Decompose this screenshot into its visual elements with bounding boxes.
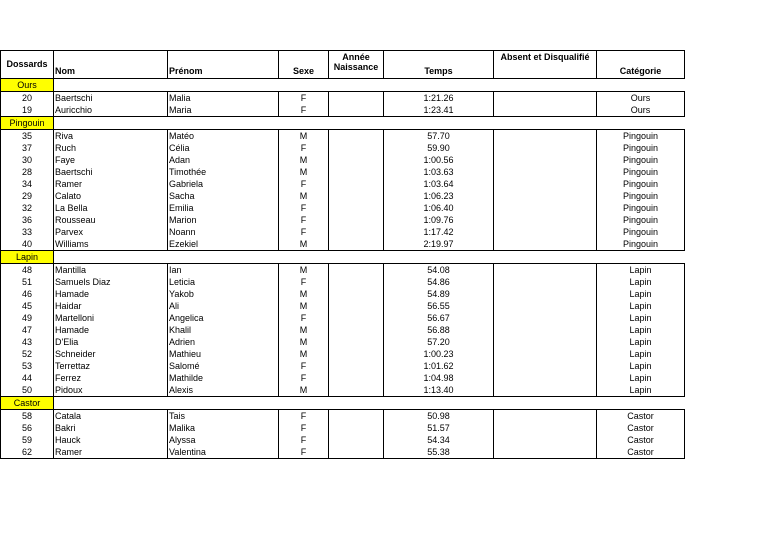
results-sheet [0, 50, 685, 459]
table-row [1, 214, 685, 226]
header-absent-disqualifie: Absent et Disqualifié [494, 51, 597, 79]
table-row [1, 372, 685, 384]
prenom-cell: Malia [168, 92, 279, 105]
empty-cell [384, 117, 494, 130]
table-row [1, 300, 685, 312]
annee-cell [329, 190, 384, 202]
temps-cell: 1:03.64 [384, 178, 494, 190]
categorie-cell: Lapin [597, 372, 685, 384]
absent-cell [494, 226, 597, 238]
annee-cell [329, 360, 384, 372]
nom-cell: Hauck [54, 434, 168, 446]
dossard-cell: 49 [1, 312, 54, 324]
sexe-cell: M [279, 264, 329, 277]
dossard-cell: 51 [1, 276, 54, 288]
sexe-cell: M [279, 384, 329, 397]
category-row [1, 117, 685, 130]
sexe-cell: M [279, 300, 329, 312]
empty-cell [494, 397, 597, 410]
empty-cell [597, 397, 685, 410]
annee-cell [329, 276, 384, 288]
dossard-cell: 52 [1, 348, 54, 360]
annee-cell [329, 348, 384, 360]
nom-cell: Faye [54, 154, 168, 166]
categorie-cell: Pingouin [597, 226, 685, 238]
table-row [1, 288, 685, 300]
categorie-cell: Lapin [597, 264, 685, 277]
categorie-cell: Pingouin [597, 202, 685, 214]
absent-cell [494, 202, 597, 214]
absent-cell [494, 178, 597, 190]
absent-cell [494, 238, 597, 251]
prenom-cell: Angelica [168, 312, 279, 324]
nom-cell: Bakri [54, 422, 168, 434]
categorie-cell: Lapin [597, 324, 685, 336]
prenom-cell: Mathilde [168, 372, 279, 384]
header-nom: Nom [54, 51, 168, 79]
temps-cell: 1:23.41 [384, 104, 494, 117]
annee-cell [329, 446, 384, 459]
sexe-cell: M [279, 336, 329, 348]
table-row [1, 264, 685, 277]
temps-cell: 1:00.23 [384, 348, 494, 360]
dossard-cell: 28 [1, 166, 54, 178]
category-row [1, 397, 685, 410]
temps-cell: 1:06.40 [384, 202, 494, 214]
nom-cell: Ferrez [54, 372, 168, 384]
sexe-cell: F [279, 142, 329, 154]
dossard-cell: 44 [1, 372, 54, 384]
annee-cell [329, 372, 384, 384]
temps-cell: 1:00.56 [384, 154, 494, 166]
absent-cell [494, 410, 597, 423]
categorie-cell: Lapin [597, 360, 685, 372]
absent-cell [494, 190, 597, 202]
table-row [1, 142, 685, 154]
absent-cell [494, 288, 597, 300]
annee-cell [329, 178, 384, 190]
sexe-cell: F [279, 276, 329, 288]
temps-cell: 51.57 [384, 422, 494, 434]
categorie-cell: Pingouin [597, 154, 685, 166]
category-label: Ours [1, 79, 54, 92]
annee-cell [329, 92, 384, 105]
header-prenom: Prénom [168, 51, 279, 79]
empty-cell [329, 79, 384, 92]
prenom-cell: Sacha [168, 190, 279, 202]
categorie-cell: Castor [597, 422, 685, 434]
header-sexe: Sexe [279, 51, 329, 79]
temps-cell: 57.20 [384, 336, 494, 348]
dossard-cell: 32 [1, 202, 54, 214]
prenom-cell: Timothée [168, 166, 279, 178]
nom-cell: Hamade [54, 288, 168, 300]
empty-cell [597, 251, 685, 264]
prenom-cell: Marion [168, 214, 279, 226]
empty-cell [494, 117, 597, 130]
empty-cell [384, 251, 494, 264]
sexe-cell: F [279, 226, 329, 238]
categorie-cell: Pingouin [597, 214, 685, 226]
dossard-cell: 43 [1, 336, 54, 348]
table-row [1, 276, 685, 288]
nom-cell: Rousseau [54, 214, 168, 226]
categorie-cell: Lapin [597, 288, 685, 300]
empty-cell [279, 251, 329, 264]
categorie-cell: Pingouin [597, 130, 685, 143]
temps-cell: 1:03.63 [384, 166, 494, 178]
categorie-cell: Pingouin [597, 238, 685, 251]
absent-cell [494, 142, 597, 154]
sexe-cell: M [279, 288, 329, 300]
dossard-cell: 40 [1, 238, 54, 251]
nom-cell: Mantilla [54, 264, 168, 277]
header-categorie: Catégorie [597, 51, 685, 79]
table-row [1, 446, 685, 459]
empty-cell [54, 397, 168, 410]
empty-cell [54, 117, 168, 130]
categorie-cell: Lapin [597, 300, 685, 312]
categorie-cell: Pingouin [597, 178, 685, 190]
annee-cell [329, 410, 384, 423]
nom-cell: Williams [54, 238, 168, 251]
annee-cell [329, 104, 384, 117]
temps-cell: 54.34 [384, 434, 494, 446]
categorie-cell: Lapin [597, 384, 685, 397]
table-row [1, 226, 685, 238]
empty-cell [168, 79, 279, 92]
dossard-cell: 36 [1, 214, 54, 226]
absent-cell [494, 92, 597, 105]
temps-cell: 54.08 [384, 264, 494, 277]
prenom-cell: Leticia [168, 276, 279, 288]
sexe-cell: M [279, 190, 329, 202]
annee-cell [329, 312, 384, 324]
category-row [1, 251, 685, 264]
nom-cell: Ramer [54, 446, 168, 459]
annee-cell [329, 226, 384, 238]
nom-cell: Baertschi [54, 92, 168, 105]
temps-cell: 50.98 [384, 410, 494, 423]
sexe-cell: F [279, 312, 329, 324]
sexe-cell: M [279, 348, 329, 360]
header-dossards: Dossards [1, 51, 54, 79]
sexe-cell: F [279, 410, 329, 423]
dossard-cell: 56 [1, 422, 54, 434]
categorie-cell: Pingouin [597, 190, 685, 202]
sexe-cell: F [279, 360, 329, 372]
absent-cell [494, 154, 597, 166]
absent-cell [494, 422, 597, 434]
dossard-cell: 47 [1, 324, 54, 336]
table-row [1, 104, 685, 117]
categorie-cell: Lapin [597, 348, 685, 360]
categorie-cell: Lapin [597, 312, 685, 324]
nom-cell: La Bella [54, 202, 168, 214]
dossard-cell: 37 [1, 142, 54, 154]
annee-cell [329, 384, 384, 397]
dossard-cell: 20 [1, 92, 54, 105]
nom-cell: Ramer [54, 178, 168, 190]
categorie-cell: Castor [597, 434, 685, 446]
empty-cell [597, 79, 685, 92]
table-row [1, 238, 685, 251]
empty-cell [597, 117, 685, 130]
temps-cell: 1:17.42 [384, 226, 494, 238]
temps-cell: 1:01.62 [384, 360, 494, 372]
nom-cell: Riva [54, 130, 168, 143]
empty-cell [384, 397, 494, 410]
temps-cell: 1:21.26 [384, 92, 494, 105]
category-label: Pingouin [1, 117, 54, 130]
categorie-cell: Castor [597, 410, 685, 423]
annee-cell [329, 130, 384, 143]
prenom-cell: Ezekiel [168, 238, 279, 251]
sexe-cell: F [279, 92, 329, 105]
temps-cell: 56.88 [384, 324, 494, 336]
annee-cell [329, 166, 384, 178]
sexe-cell: M [279, 166, 329, 178]
annee-cell [329, 324, 384, 336]
annee-cell [329, 142, 384, 154]
annee-cell [329, 264, 384, 277]
sexe-cell: M [279, 154, 329, 166]
prenom-cell: Gabriela [168, 178, 279, 190]
temps-cell: 1:09.76 [384, 214, 494, 226]
empty-cell [168, 397, 279, 410]
nom-cell: Terrettaz [54, 360, 168, 372]
categorie-cell: Pingouin [597, 142, 685, 154]
temps-cell: 57.70 [384, 130, 494, 143]
nom-cell: Haidar [54, 300, 168, 312]
empty-cell [54, 79, 168, 92]
table-row [1, 92, 685, 105]
prenom-cell: Valentina [168, 446, 279, 459]
absent-cell [494, 324, 597, 336]
table-row [1, 360, 685, 372]
dossard-cell: 35 [1, 130, 54, 143]
header-temps: Temps [384, 51, 494, 79]
absent-cell [494, 348, 597, 360]
prenom-cell: Tais [168, 410, 279, 423]
dossard-cell: 46 [1, 288, 54, 300]
dossard-cell: 48 [1, 264, 54, 277]
dossard-cell: 53 [1, 360, 54, 372]
temps-cell: 1:06.23 [384, 190, 494, 202]
prenom-cell: Alexis [168, 384, 279, 397]
absent-cell [494, 446, 597, 459]
annee-cell [329, 154, 384, 166]
table-row [1, 130, 685, 143]
sexe-cell: F [279, 202, 329, 214]
prenom-cell: Mathieu [168, 348, 279, 360]
table-row [1, 202, 685, 214]
absent-cell [494, 384, 597, 397]
header-row [1, 51, 685, 79]
dossard-cell: 34 [1, 178, 54, 190]
empty-cell [168, 117, 279, 130]
absent-cell [494, 372, 597, 384]
temps-cell: 1:04.98 [384, 372, 494, 384]
categorie-cell: Castor [597, 446, 685, 459]
absent-cell [494, 104, 597, 117]
table-row [1, 190, 685, 202]
nom-cell: D'Elia [54, 336, 168, 348]
temps-cell: 54.86 [384, 276, 494, 288]
annee-cell [329, 300, 384, 312]
absent-cell [494, 360, 597, 372]
sexe-cell: F [279, 372, 329, 384]
absent-cell [494, 312, 597, 324]
table-row [1, 178, 685, 190]
empty-cell [329, 397, 384, 410]
nom-cell: Calato [54, 190, 168, 202]
table-row [1, 312, 685, 324]
temps-cell: 54.89 [384, 288, 494, 300]
categorie-cell: Lapin [597, 336, 685, 348]
sexe-cell: M [279, 238, 329, 251]
temps-cell: 2:19.97 [384, 238, 494, 251]
absent-cell [494, 434, 597, 446]
category-label: Lapin [1, 251, 54, 264]
categorie-cell: Lapin [597, 276, 685, 288]
prenom-cell: Adrien [168, 336, 279, 348]
nom-cell: Schneider [54, 348, 168, 360]
empty-cell [279, 117, 329, 130]
table-row [1, 434, 685, 446]
dossard-cell: 58 [1, 410, 54, 423]
empty-cell [329, 251, 384, 264]
sexe-cell: F [279, 446, 329, 459]
dossard-cell: 29 [1, 190, 54, 202]
temps-cell: 56.67 [384, 312, 494, 324]
annee-cell [329, 202, 384, 214]
prenom-cell: Yakob [168, 288, 279, 300]
absent-cell [494, 264, 597, 277]
temps-cell: 1:13.40 [384, 384, 494, 397]
temps-cell: 59.90 [384, 142, 494, 154]
table-row [1, 166, 685, 178]
dossard-cell: 33 [1, 226, 54, 238]
dossard-cell: 62 [1, 446, 54, 459]
annee-cell [329, 214, 384, 226]
sexe-cell: M [279, 324, 329, 336]
header-annee-naissance: Année Naissance [329, 51, 384, 79]
empty-cell [168, 251, 279, 264]
dossard-cell: 19 [1, 104, 54, 117]
prenom-cell: Salomé [168, 360, 279, 372]
sexe-cell: F [279, 178, 329, 190]
results-table [0, 50, 685, 459]
prenom-cell: Maria [168, 104, 279, 117]
prenom-cell: Noann [168, 226, 279, 238]
nom-cell: Samuels Diaz [54, 276, 168, 288]
sexe-cell: F [279, 422, 329, 434]
dossard-cell: 45 [1, 300, 54, 312]
annee-cell [329, 336, 384, 348]
categorie-cell: Ours [597, 92, 685, 105]
empty-cell [384, 79, 494, 92]
empty-cell [494, 79, 597, 92]
table-row [1, 348, 685, 360]
prenom-cell: Khalil [168, 324, 279, 336]
prenom-cell: Ali [168, 300, 279, 312]
absent-cell [494, 276, 597, 288]
empty-cell [279, 79, 329, 92]
sexe-cell: F [279, 104, 329, 117]
category-row [1, 79, 685, 92]
absent-cell [494, 336, 597, 348]
nom-cell: Martelloni [54, 312, 168, 324]
nom-cell: Pidoux [54, 384, 168, 397]
table-row [1, 384, 685, 397]
prenom-cell: Célia [168, 142, 279, 154]
prenom-cell: Adan [168, 154, 279, 166]
absent-cell [494, 130, 597, 143]
sexe-cell: F [279, 214, 329, 226]
category-label: Castor [1, 397, 54, 410]
temps-cell: 56.55 [384, 300, 494, 312]
sexe-cell: M [279, 130, 329, 143]
table-row [1, 410, 685, 423]
nom-cell: Parvex [54, 226, 168, 238]
absent-cell [494, 214, 597, 226]
temps-cell: 55.38 [384, 446, 494, 459]
absent-cell [494, 166, 597, 178]
annee-cell [329, 288, 384, 300]
nom-cell: Ruch [54, 142, 168, 154]
dossard-cell: 59 [1, 434, 54, 446]
annee-cell [329, 422, 384, 434]
prenom-cell: Matéo [168, 130, 279, 143]
prenom-cell: Alyssa [168, 434, 279, 446]
prenom-cell: Emilia [168, 202, 279, 214]
categorie-cell: Ours [597, 104, 685, 117]
absent-cell [494, 300, 597, 312]
empty-cell [329, 117, 384, 130]
annee-cell [329, 434, 384, 446]
sexe-cell: F [279, 434, 329, 446]
table-row [1, 324, 685, 336]
empty-cell [494, 251, 597, 264]
nom-cell: Hamade [54, 324, 168, 336]
nom-cell: Catala [54, 410, 168, 423]
table-row [1, 422, 685, 434]
prenom-cell: Ian [168, 264, 279, 277]
dossard-cell: 50 [1, 384, 54, 397]
table-row [1, 336, 685, 348]
nom-cell: Baertschi [54, 166, 168, 178]
empty-cell [54, 251, 168, 264]
table-row [1, 154, 685, 166]
dossard-cell: 30 [1, 154, 54, 166]
annee-cell [329, 238, 384, 251]
empty-cell [279, 397, 329, 410]
categorie-cell: Pingouin [597, 166, 685, 178]
prenom-cell: Malika [168, 422, 279, 434]
nom-cell: Auricchio [54, 104, 168, 117]
